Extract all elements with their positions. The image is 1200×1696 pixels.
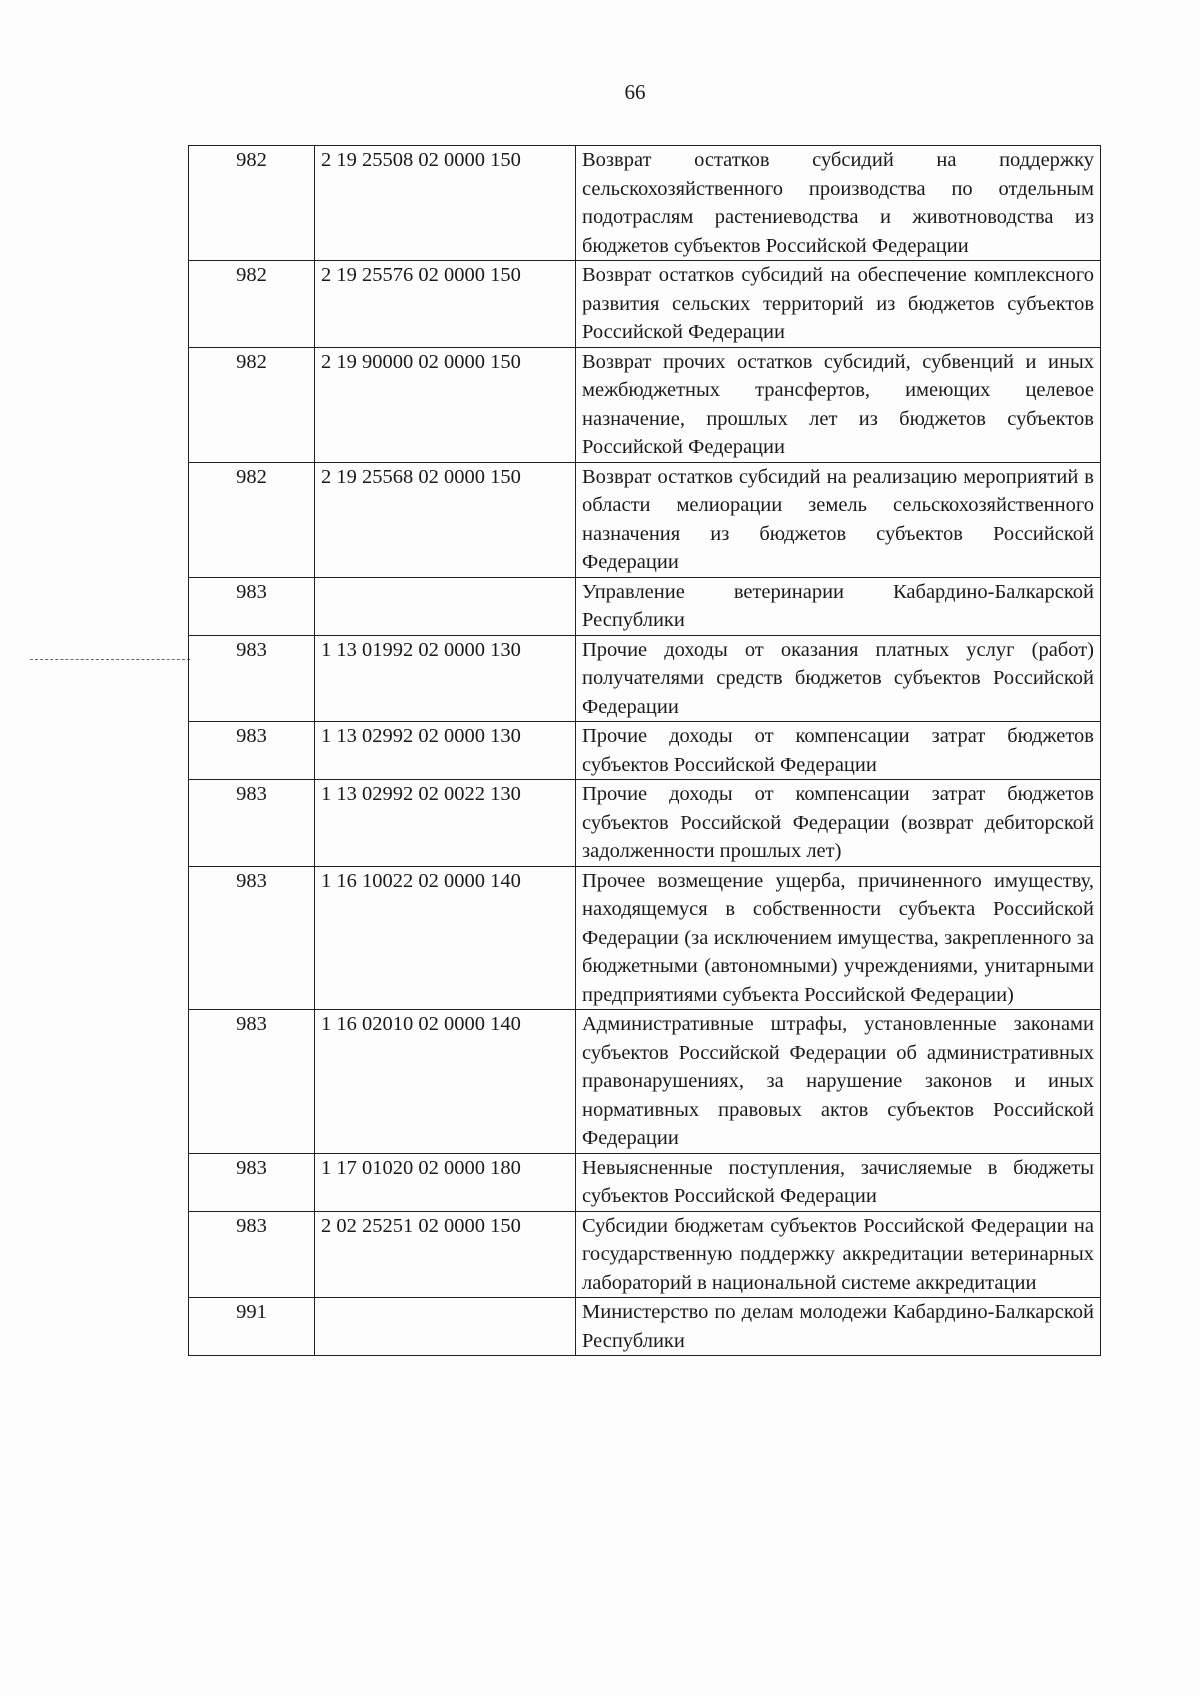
table-row xyxy=(189,1298,1101,1356)
income-name-cell: Возврат остатков субсидий на реализацию мероприятий в области мелиорации земель сельскохозяйственного назначения из бюджетов субъектов Российской Федерации xyxy=(576,462,1101,577)
budget-code-cell: 1 13 02992 02 0000 130 xyxy=(315,722,576,780)
table-row xyxy=(189,1010,1101,1154)
admin-code-cell: 982 xyxy=(189,462,315,577)
admin-code-cell: 991 xyxy=(189,1298,315,1356)
table-row xyxy=(189,866,1101,1010)
admin-code-cell: 983 xyxy=(189,577,315,635)
income-name-cell: Невыясненные поступления, зачисляемые в бюджеты субъектов Российской Федерации xyxy=(576,1153,1101,1211)
admin-code-cell: 983 xyxy=(189,635,315,722)
income-name-cell: Прочие доходы от оказания платных услуг (работ) получателями средств бюджетов субъектов Российской Федерации xyxy=(576,635,1101,722)
budget-code-cell: 1 16 10022 02 0000 140 xyxy=(315,866,576,1010)
budget-code-cell: 2 19 25568 02 0000 150 xyxy=(315,462,576,577)
income-name-cell: Возврат остатков субсидий на поддержку сельскохозяйственного производства по отдельным подотраслям растениеводства и животноводства из бюджетов субъектов Российской Федерации xyxy=(576,146,1101,261)
budget-code-cell: 2 02 25251 02 0000 150 xyxy=(315,1211,576,1298)
table-row xyxy=(189,462,1101,577)
admin-code-cell: 982 xyxy=(189,261,315,348)
income-name-cell: Прочее возмещение ущерба, причиненного имуществу, находящемуся в собственности субъекта Российской Федерации (за исключением имущества, закрепленного за бюджетными (автономными) учреждениями, унитарными предприятиями субъекта Российской Федерации) xyxy=(576,866,1101,1010)
income-name-cell: Прочие доходы от компенсации затрат бюджетов субъектов Российской Федерации xyxy=(576,722,1101,780)
table-row xyxy=(189,722,1101,780)
admin-code-cell: 983 xyxy=(189,1153,315,1211)
table-row xyxy=(189,635,1101,722)
table-row xyxy=(189,261,1101,348)
admin-code-cell: 983 xyxy=(189,780,315,867)
budget-revenue-table xyxy=(188,145,1101,1356)
income-name-cell: Субсидии бюджетам субъектов Российской Федерации на государственную поддержку аккредитации ветеринарных лабораторий в национальной системе аккредитации xyxy=(576,1211,1101,1298)
income-name-cell: Административные штрафы, установленные законами субъектов Российской Федерации об административных правонарушениях, за нарушение законов и иных нормативных правовых актов субъектов Российской Федерации xyxy=(576,1010,1101,1154)
table-row xyxy=(189,347,1101,462)
table-row xyxy=(189,146,1101,261)
budget-code-cell xyxy=(315,577,576,635)
admin-code-cell: 983 xyxy=(189,866,315,1010)
admin-code-cell: 982 xyxy=(189,146,315,261)
table-row xyxy=(189,577,1101,635)
scan-artifact-line xyxy=(30,659,190,660)
budget-code-cell: 1 17 01020 02 0000 180 xyxy=(315,1153,576,1211)
income-name-cell: Прочие доходы от компенсации затрат бюджетов субъектов Российской Федерации (возврат дебиторской задолженности прошлых лет) xyxy=(576,780,1101,867)
income-name-cell: Возврат остатков субсидий на обеспечение комплексного развития сельских территорий из бюджетов субъектов Российской Федерации xyxy=(576,261,1101,348)
income-name-cell: Министерство по делам молодежи Кабардино-Балкарской Республики xyxy=(576,1298,1101,1356)
budget-code-cell: 2 19 25576 02 0000 150 xyxy=(315,261,576,348)
income-name-cell: Возврат прочих остатков субсидий, субвенций и иных межбюджетных трансфертов, имеющих целевое назначение, прошлых лет из бюджетов субъектов Российской Федерации xyxy=(576,347,1101,462)
table-row xyxy=(189,1153,1101,1211)
budget-code-cell: 2 19 25508 02 0000 150 xyxy=(315,146,576,261)
budget-code-cell xyxy=(315,1298,576,1356)
admin-code-cell: 983 xyxy=(189,722,315,780)
page-number: 66 xyxy=(624,80,646,104)
budget-code-cell: 1 16 02010 02 0000 140 xyxy=(315,1010,576,1154)
budget-code-cell: 2 19 90000 02 0000 150 xyxy=(315,347,576,462)
budget-code-cell: 1 13 02992 02 0022 130 xyxy=(315,780,576,867)
admin-code-cell: 983 xyxy=(189,1010,315,1154)
table-row xyxy=(189,780,1101,867)
admin-code-cell: 983 xyxy=(189,1211,315,1298)
income-name-cell: Управление ветеринарии Кабардино-Балкарской Республики xyxy=(576,577,1101,635)
admin-code-cell: 982 xyxy=(189,347,315,462)
table-row xyxy=(189,1211,1101,1298)
budget-code-cell: 1 13 01992 02 0000 130 xyxy=(315,635,576,722)
